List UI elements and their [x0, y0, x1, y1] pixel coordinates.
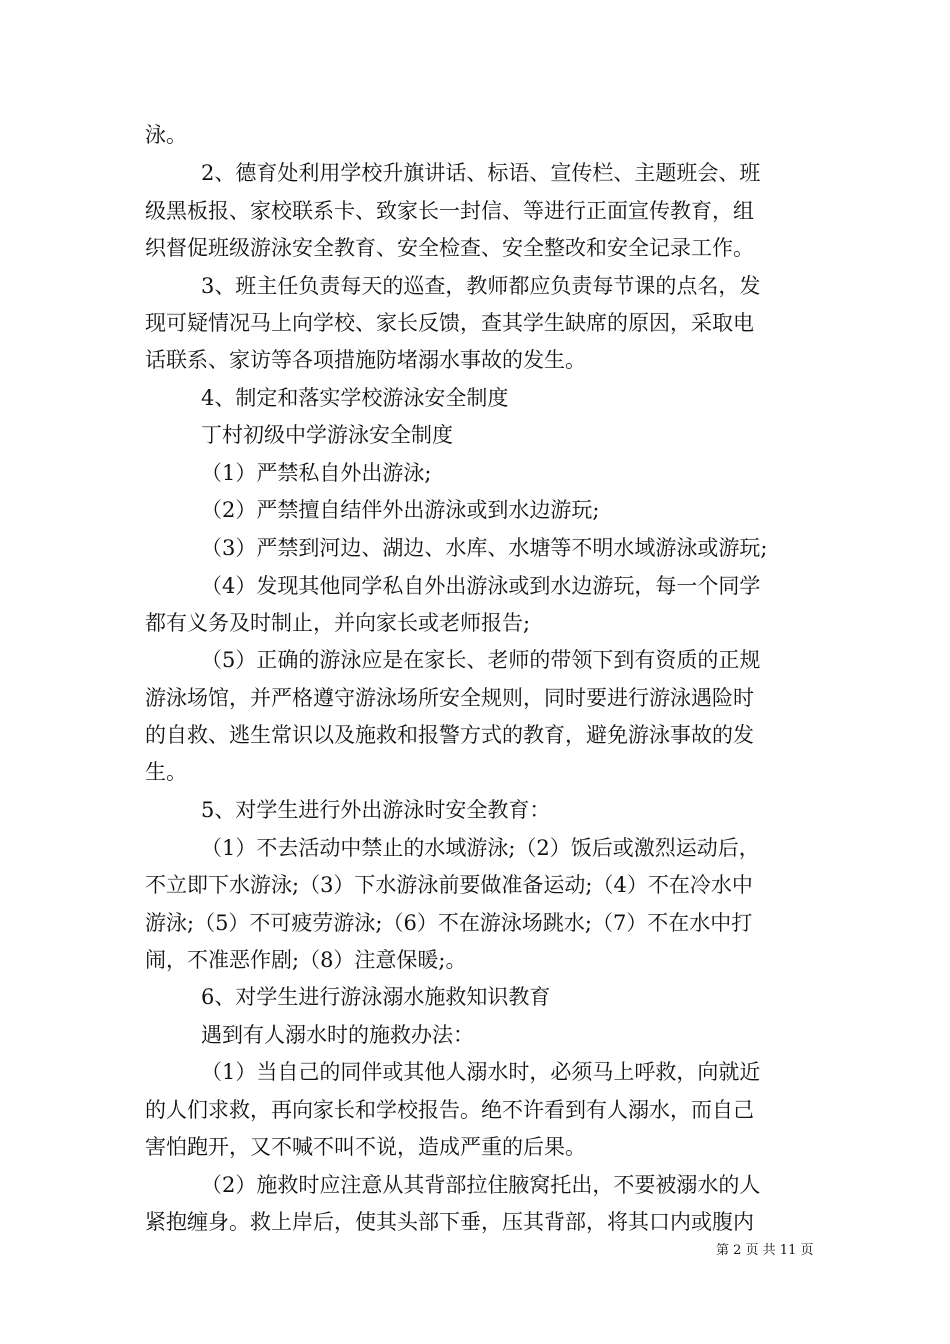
text-line: 3、班主任负责每天的巡查，教师都应负责每节课的点名，发: [201, 274, 761, 298]
text-line: 6、对学生进行游泳溺水施救知识教育: [201, 985, 551, 1009]
text-line: 游泳场馆，并严格遵守游泳场所安全规则，同时要进行游泳遇险时: [145, 686, 754, 710]
text-line: 现可疑情况马上向学校、家长反馈，查其学生缺席的原因，采取电: [145, 311, 754, 335]
text-line: 害怕跑开，又不喊不叫不说，造成严重的后果。: [145, 1135, 586, 1159]
text-line: （4）发现其他同学私自外出游泳或到水边游玩，每一个同学: [201, 574, 761, 598]
text-line: 的自救、逃生常识以及施救和报警方式的教育，避免游泳事故的发: [145, 723, 754, 747]
text-line: 遇到有人溺水时的施救办法：: [201, 1023, 474, 1047]
text-line: （1）当自己的同伴或其他人溺水时，必须马上呼救，向就近: [201, 1060, 761, 1084]
text-line: 织督促班级游泳安全教育、安全检查、安全整改和安全记录工作。: [145, 236, 754, 260]
text-line: 丁村初级中学游泳安全制度: [201, 423, 453, 447]
text-line: 生。: [145, 760, 187, 784]
text-line: 泳。: [145, 123, 187, 147]
text-line: （1）不去活动中禁止的水域游泳;（2）饭后或激烈运动后，: [201, 836, 760, 860]
text-line: 4、制定和落实学校游泳安全制度: [201, 386, 509, 410]
text-line: 级黑板报、家校联系卡、致家长一封信、等进行正面宣传教育，组: [145, 199, 754, 223]
text-line: （5）正确的游泳应是在家长、老师的带领下到有资质的正规: [201, 648, 761, 672]
text-line: 闹，不准恶作剧;（8）注意保暖;。: [145, 948, 467, 972]
text-line: （1）严禁私自外出游泳;: [201, 461, 432, 485]
text-line: 不立即下水游泳;（3）下水游泳前要做准备运动;（4）不在冷水中: [145, 873, 753, 897]
page-number: 第 2 页 共 11 页: [716, 1243, 814, 1258]
text-line: （2）施救时应注意从其背部拉住腋窝托出，不要被溺水的人: [201, 1173, 761, 1197]
text-line: 2、德育处利用学校升旗讲话、标语、宣传栏、主题班会、班: [201, 161, 761, 185]
text-line: 5、对学生进行外出游泳时安全教育：: [201, 798, 551, 822]
text-line: 紧抱缠身。救上岸后，使其头部下垂，压其背部，将其口内或腹内: [145, 1210, 754, 1234]
text-line: 游泳;（5）不可疲劳游泳;（6）不在游泳场跳水;（7）不在水中打: [145, 911, 753, 935]
text-line: 话联系、家访等各项措施防堵溺水事故的发生。: [145, 348, 586, 372]
text-line: 的人们求救，再向家长和学校报告。绝不许看到有人溺水，而自己: [145, 1098, 754, 1122]
text-line: 都有义务及时制止，并向家长或老师报告;: [145, 611, 531, 635]
text-line: （3）严禁到河边、湖边、水库、水塘等不明水域游泳或游玩;: [201, 536, 768, 560]
text-line: （2）严禁擅自结伴外出游泳或到水边游玩;: [201, 498, 600, 522]
